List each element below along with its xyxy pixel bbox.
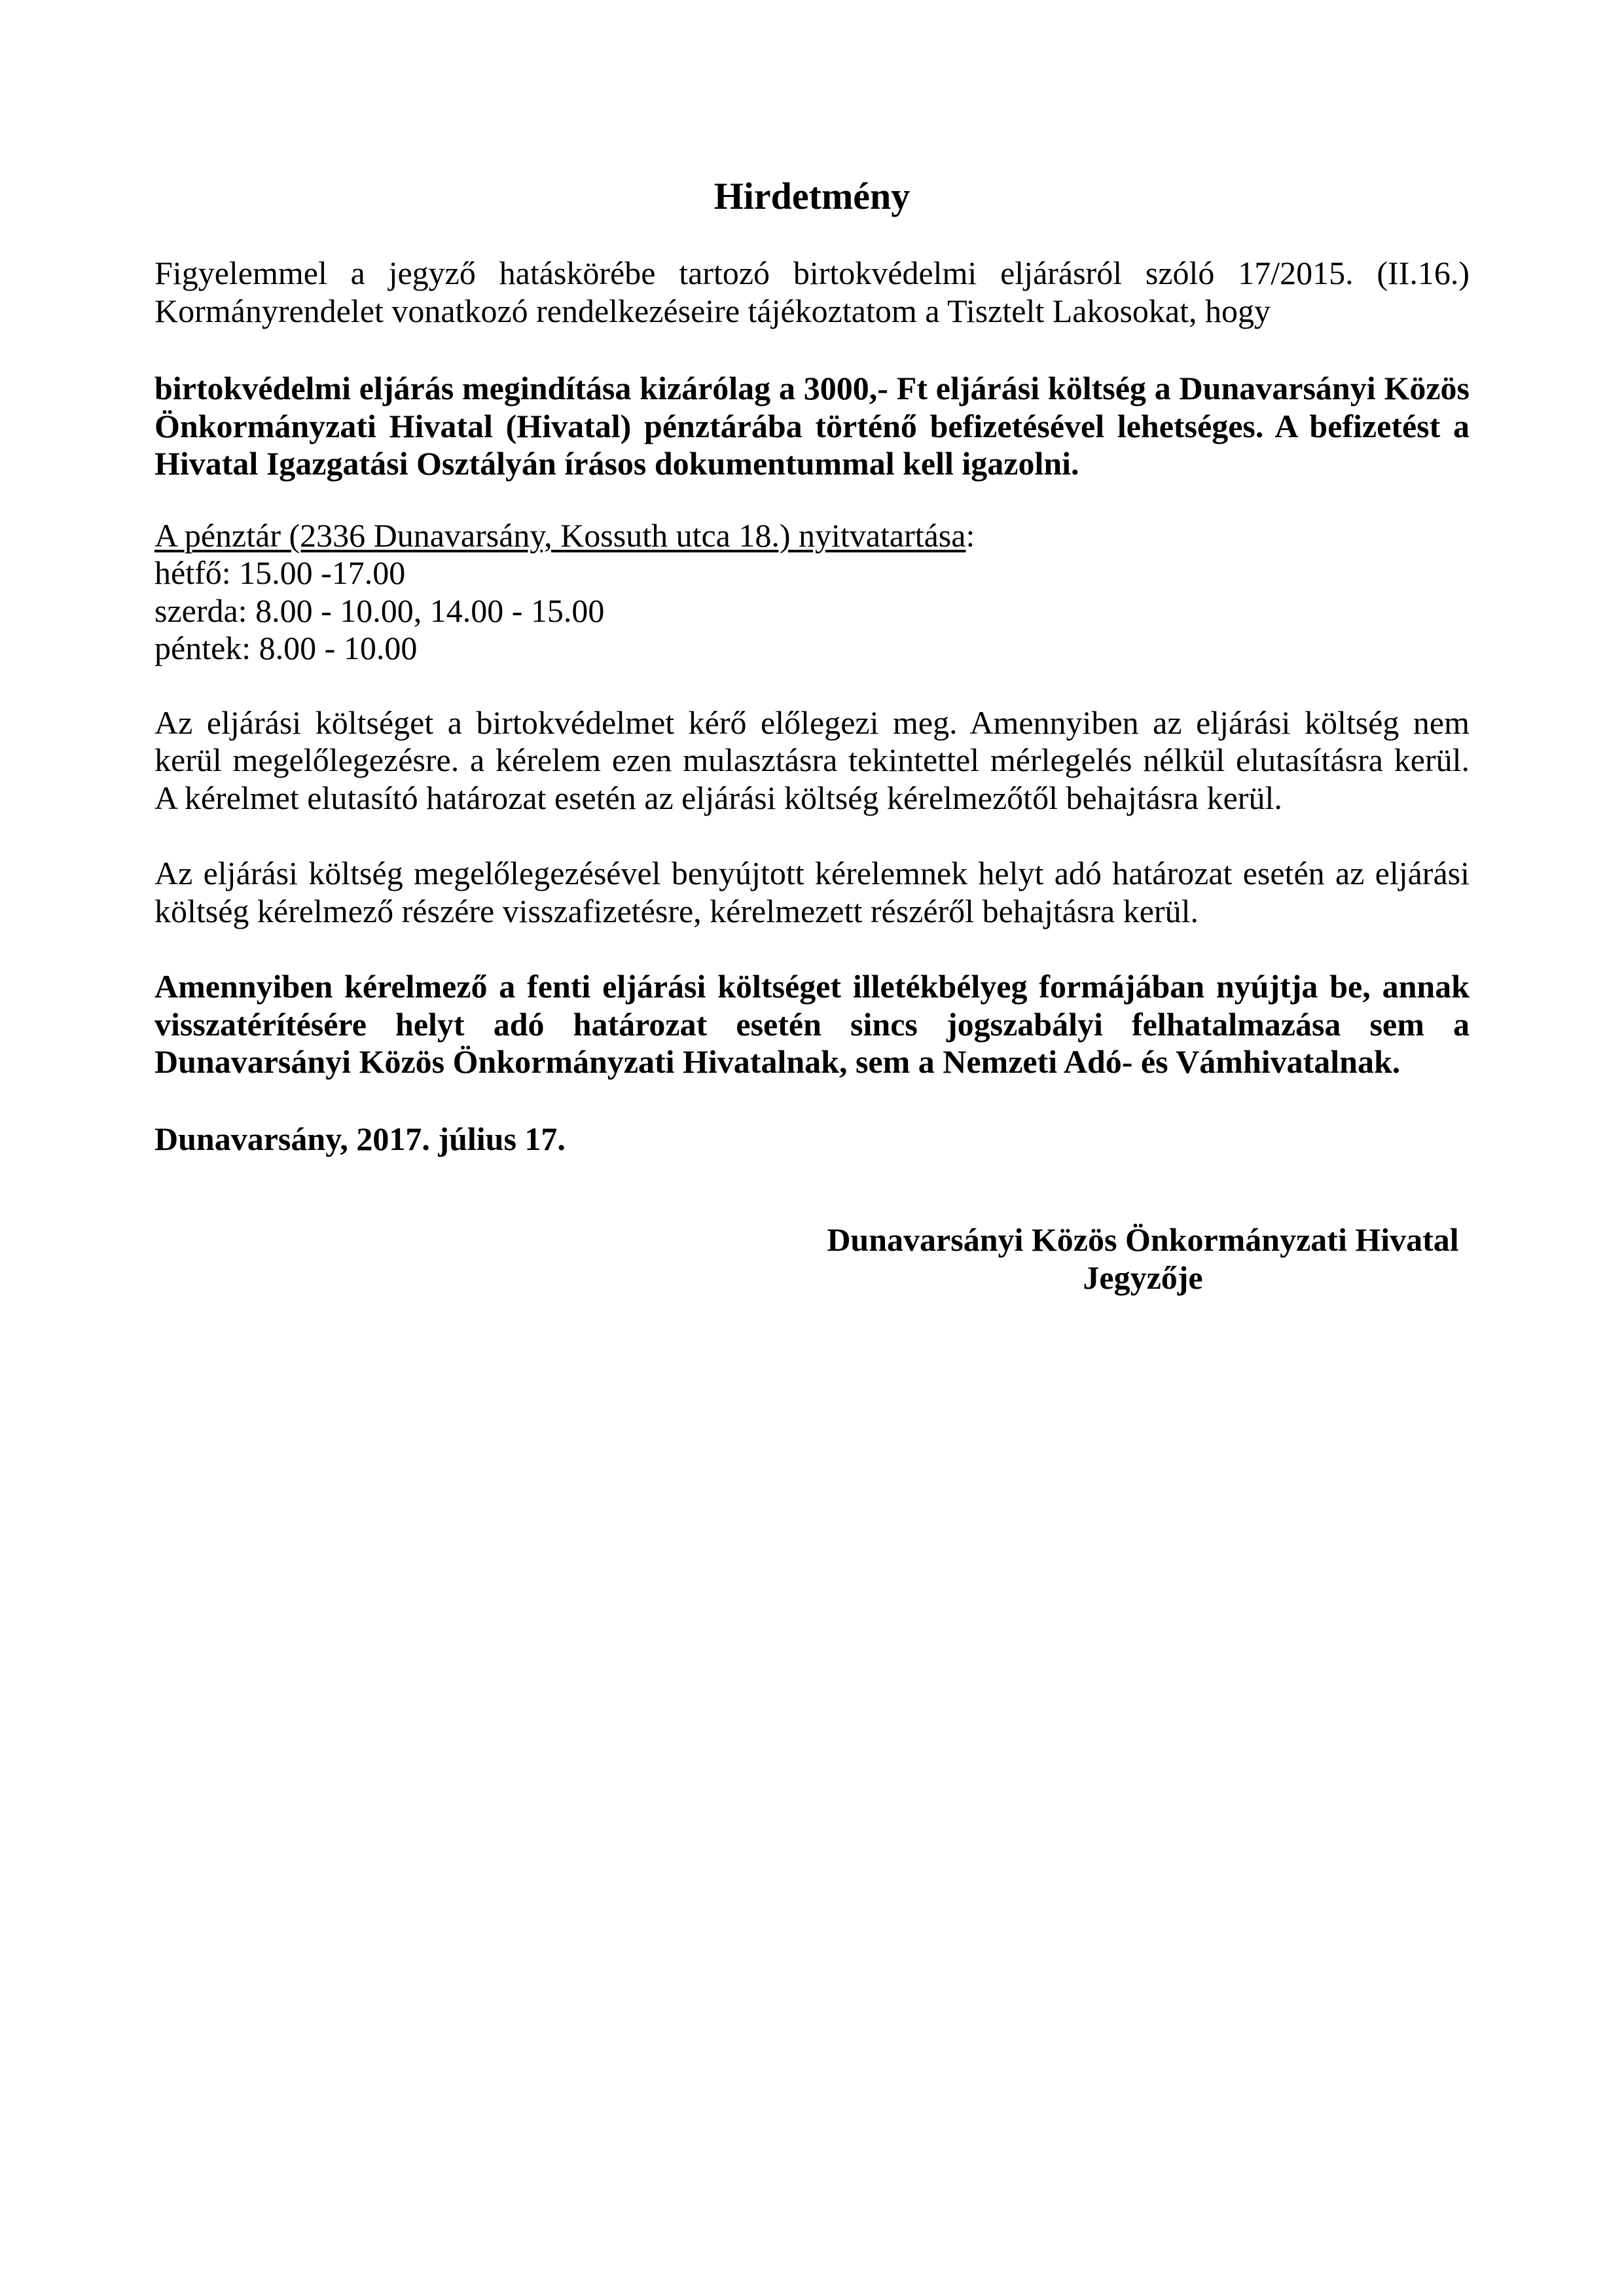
signature-block <box>816 1221 1470 1297</box>
cashdesk-heading-colon: : <box>965 516 975 554</box>
signature-organization: Dunavarsányi Közös Önkormányzati Hivatal <box>827 1221 1459 1258</box>
advance-payment-paragraph: Az eljárási költséget a birtokvédelmet kérő előlegezi meg. Amennyiben az eljárási költség nem kerül megelőlegezésre. a kérelem ezen mulasztásra tekintettel mérlegelés nélkül elutasításra kerül. A kérelmet elutasító határozat esetén az eljárási költség kérelmezőtől behajtásra kerül. <box>154 704 1470 816</box>
cashdesk-hours-wednesday: szerda: 8.00 - 10.00, 14.00 - 15.00 <box>154 592 605 629</box>
fee-notice-paragraph: birtokvédelmi eljárás megindítása kizárólag a 3000,- Ft eljárási költség a Dunavarsányi Közös Önkormányzati Hivatal (Hivatal) pénztárába történő befizetésével lehetséges. A befizetést a Hivatal Igazgatási Osztályán írásos dokumentummal kell igazolni. <box>154 370 1470 482</box>
refund-paragraph: Az eljárási költség megelőlegezésével benyújtott kérelemnek helyt adó határozat esetén az eljárási költség kérelmező részére visszafizetésre, kérelmezett részéről behajtásra kerül. <box>154 855 1470 929</box>
cashdesk-heading <box>154 517 1470 555</box>
intro-paragraph: Figyelemmel a jegyző hatáskörébe tartozó birtokvédelmi eljárásról szóló 17/2015. (II.16.) Kormányrendelet vonatkozó rendelkezéseire tájékoztatom a Tisztelt Lakosokat, hogy <box>154 255 1470 329</box>
document-title: Hirdetmény <box>713 175 911 217</box>
signature-role: Jegyzője <box>1083 1259 1203 1296</box>
cashdesk-hours-friday: péntek: 8.00 - 10.00 <box>154 630 418 666</box>
cashdesk-hours-monday: hétfő: 15.00 -17.00 <box>154 554 406 591</box>
dateline: Dunavarsány, 2017. július 17. <box>154 1120 566 1157</box>
cashdesk-heading-underlined-text: A pénztár (2336 Dunavarsány, Kossuth utca 18.) nyitvatartása <box>154 516 966 554</box>
cashdesk-section <box>154 517 1470 668</box>
duty-stamp-paragraph: Amennyiben kérelmező a fenti eljárási költséget illetékbélyeg formájában nyújtja be, annak visszatérítésére helyt adó határozat esetén sincs jogszabályi felhatalmazása sem a Dunavarsányi Közös Önkormányzati Hivatalnak, sem a Nemzeti Adó- és Vámhivatalnak. <box>154 968 1470 1080</box>
